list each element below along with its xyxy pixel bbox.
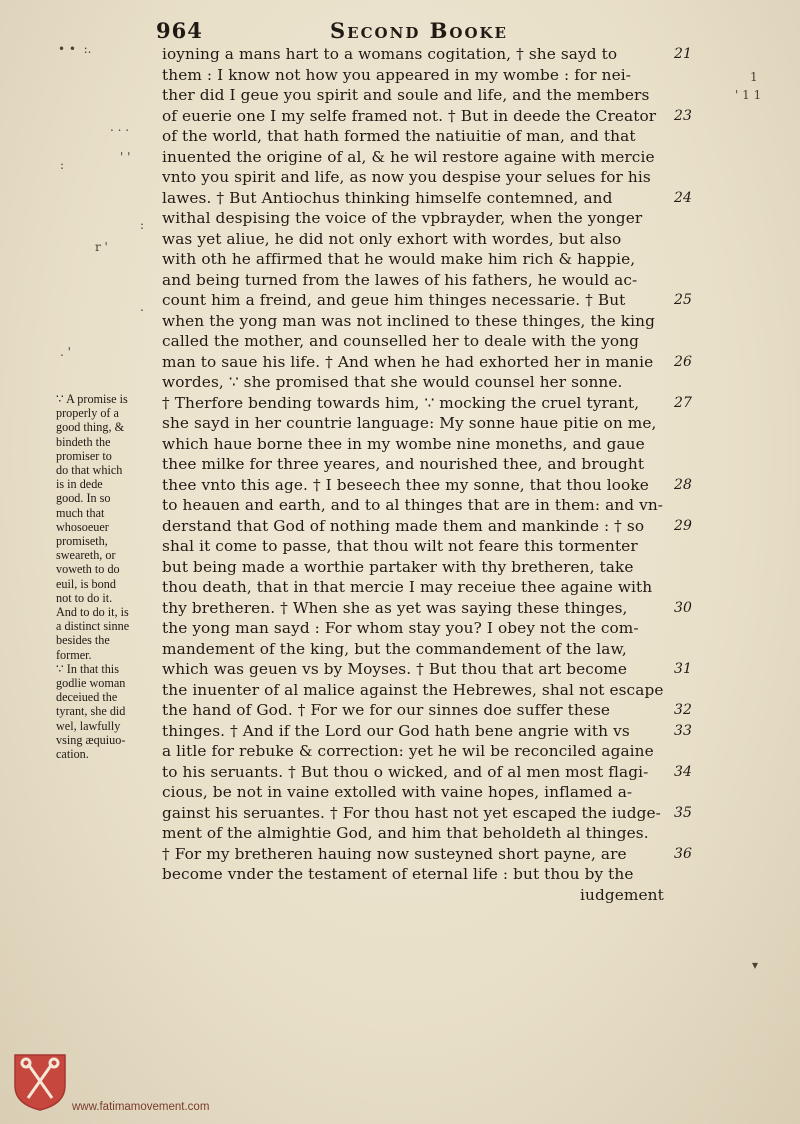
margin-note-line: sweareth, or <box>56 548 116 563</box>
line-text: of the world, that hath formed the natiuitie of man, and that <box>162 127 636 145</box>
margin-note-line: euil, is bond <box>56 576 116 591</box>
margin-note-line: whosoeuer <box>56 519 109 534</box>
line-text: wordes, ∵ she promised that she would counsel her sonne. <box>162 373 623 391</box>
line-text: of euerie one I my selfe framed not. † But in deede the Creator <box>162 106 657 125</box>
margin-note-line: besides the <box>56 633 110 648</box>
text-line <box>162 475 693 496</box>
text-line <box>162 762 693 783</box>
main-text <box>162 44 693 905</box>
line-text: thy bretheren. † When she as yet was saying these thinges, <box>162 598 628 617</box>
running-head: Second Booke <box>330 18 508 43</box>
line-text: to his seruants. † But thou o wicked, and of al men most flagi- <box>162 762 649 781</box>
line-text: when the yong man was not inclined to these thinges, the king <box>162 311 655 330</box>
line-text: man to saue his life. † And when he had exhorted her in manie <box>162 352 654 371</box>
text-line <box>162 782 682 803</box>
text-line <box>162 516 693 537</box>
papal-seal-icon <box>12 1052 68 1112</box>
text-line <box>162 639 682 660</box>
margin-note-line: former. <box>56 647 92 662</box>
verse-number: 35 <box>674 804 693 821</box>
text-line <box>162 721 693 742</box>
margin-note-line: not to do it. <box>56 590 113 605</box>
verse-number: 36 <box>674 845 693 862</box>
line-text: inuented the origine of al, & he wil restore againe with mercie <box>162 147 655 166</box>
verse-number: 30 <box>674 599 693 616</box>
text-line <box>162 331 682 352</box>
line-text: count him a freind, and geue him thinges necessarie. † But <box>162 291 626 309</box>
text-line <box>162 126 682 147</box>
margin-note-line: a distinct sinne <box>56 619 130 634</box>
text-line <box>162 106 693 127</box>
margin-note-line: wel, lawfully <box>56 718 121 733</box>
text-line <box>162 454 682 475</box>
line-text: which haue borne thee in my wombe nine moneths, and gaue <box>162 434 645 453</box>
text-line <box>162 85 682 106</box>
line-text: but being made a worthie partaker with thy bretheren, take <box>162 557 634 576</box>
verse-number: 25 <box>674 292 693 308</box>
text-line <box>162 598 693 619</box>
line-text: called the mother, and counselled her to deale with the yong <box>162 332 640 350</box>
text-line <box>162 741 682 762</box>
margin-note <box>56 392 160 761</box>
footer-url[interactable]: www.fatimamovement.com <box>72 1101 210 1113</box>
text-line <box>162 659 693 680</box>
margin-note-line: good. In so <box>56 491 111 506</box>
line-text: mandement of the king, but the commandement of the law, <box>162 639 627 658</box>
margin-note-line: much that <box>56 505 105 520</box>
margin-note-line: properly of a <box>56 406 119 421</box>
line-text: thinges. † And if the Lord our God hath bene angrie with vs <box>162 721 630 740</box>
line-text: was yet aliue, he did not only exhort with wordes, but also <box>162 229 622 248</box>
margin-note-line: And to do it, is <box>56 605 129 620</box>
line-text: gainst his seruantes. † For thou hast not yet escaped the iudge- <box>162 803 661 822</box>
line-text: † For my bretheren hauing now susteyned short payne, are <box>162 844 627 863</box>
line-text: the hand of God. † For we for our sinnes doe suffer these <box>162 701 611 719</box>
verse-number: 31 <box>674 661 693 677</box>
text-line <box>162 557 682 578</box>
text-line <box>162 147 682 168</box>
margin-note-line: ∵ A promise is <box>56 392 128 406</box>
margin-note-line: ∵ In that this <box>56 661 119 676</box>
text-line <box>162 680 682 701</box>
text-line <box>162 290 693 311</box>
line-text: † Therfore bending towards him, ∵ mocking the cruel tyrant, <box>162 393 640 412</box>
text-line <box>162 208 682 229</box>
text-line <box>162 536 682 557</box>
text-line <box>162 188 693 209</box>
text-line <box>162 864 682 885</box>
line-text: withal despising the voice of the vpbrayder, when the yonger <box>162 209 643 227</box>
text-line <box>162 229 682 250</box>
margin-note-line: voweth to do <box>56 562 120 577</box>
margin-note-line: deceiued the <box>56 690 118 705</box>
text-line <box>162 885 682 906</box>
margin-note-line: tyrant, she did <box>56 704 126 719</box>
text-line <box>162 44 693 65</box>
page-number: 964 <box>156 18 203 43</box>
line-text: which was geuen vs by Moyses. † But thou that art become <box>162 660 628 678</box>
line-text: vnto you spirit and life, as now you despise your selues for his <box>162 168 651 186</box>
line-text: ioyning a mans hart to a womans cogitation, † she sayd to <box>162 45 618 63</box>
margin-note-line: promiseth, <box>56 534 108 549</box>
verse-number: 28 <box>674 476 693 493</box>
line-text: thee vnto this age. † I beseech thee my sonne, that thou looke <box>162 475 649 494</box>
line-text: derstand that God of nothing made them and mankinde : † so <box>162 516 645 535</box>
line-text: with oth he affirmed that he would make him rich & happie, <box>162 250 636 268</box>
text-line <box>162 65 682 86</box>
margin-note-line: is in dede <box>56 477 103 492</box>
text-line <box>162 413 682 434</box>
text-line <box>162 495 682 516</box>
margin-note-line: vsing æquiuo- <box>56 732 126 747</box>
line-text: them : I know not how you appeared in my wombe : for nei- <box>162 65 632 84</box>
line-text: and being turned from the lawes of his fathers, he would ac- <box>162 270 638 289</box>
text-line <box>162 577 682 598</box>
text-line <box>162 803 693 824</box>
text-line <box>162 434 682 455</box>
text-line <box>162 372 682 393</box>
line-text: lawes. † But Antiochus thinking himselfe contemned, and <box>162 188 613 207</box>
text-line <box>162 352 693 373</box>
text-line <box>162 393 693 414</box>
text-line <box>162 700 693 721</box>
margin-note-line: promiser to <box>56 448 112 463</box>
verse-number: 26 <box>674 353 693 370</box>
line-text: ther did I geue you spirit and soule and life, and the members <box>162 86 650 104</box>
text-line <box>162 249 682 270</box>
verse-number: 33 <box>674 722 693 739</box>
line-text: a litle for rebuke & correction: yet he wil be reconciled againe <box>162 742 654 760</box>
line-text: the inuenter of al malice against the Hebrewes, shal not escape <box>162 680 664 699</box>
text-line <box>162 823 682 844</box>
line-text: ment of the almightie God, and him that beholdeth al thinges. <box>162 824 649 842</box>
verse-number: 23 <box>674 107 693 124</box>
verse-number: 24 <box>674 189 693 206</box>
line-text: she sayd in her countrie language: My sonne haue pitie on me, <box>162 414 657 432</box>
line-text: to heauen and earth, and to al thinges that are in them: and vn- <box>162 496 664 514</box>
line-text: cious, be not in vaine extolled with vaine hopes, inflamed a- <box>162 783 633 801</box>
verse-number: 34 <box>674 763 693 780</box>
margin-note-line: cation. <box>56 747 89 762</box>
page-header <box>0 14 800 44</box>
line-text: the yong man sayd : For whom stay you? I obey not the com- <box>162 619 639 637</box>
verse-number: 27 <box>674 394 693 411</box>
text-line <box>162 167 682 188</box>
margin-note-line: do that which <box>56 463 123 478</box>
text-line <box>162 618 682 639</box>
line-text: become vnder the testament of eternal life : but thou by the <box>162 865 634 883</box>
verse-number: 21 <box>674 46 693 62</box>
text-line <box>162 311 682 332</box>
line-text: thou death, that in that mercie I may receiue thee againe with <box>162 578 653 596</box>
text-line <box>162 844 693 865</box>
margin-note-line: godlie woman <box>56 676 126 691</box>
line-text: iudgement <box>580 885 664 904</box>
margin-note-line: good thing, & <box>56 420 125 435</box>
line-text: shal it come to passe, that thou wilt not feare this tormenter <box>162 537 638 555</box>
verse-number: 32 <box>674 702 693 718</box>
text-line <box>162 270 682 291</box>
verse-number: 29 <box>674 517 693 534</box>
page: 964 Second Booke ioyning a mans hart to a womans cogitation, † she sayd to 21 them : I know not how you appeared in my wombe : for nei- ther did I geue you spirit and soule and life, and the members of euerie one I my selfe framed not. † But in deede the Creator 23 of the world, that hath formed the natiuitie of man, and that inuented the origine of al, & he wil restore againe with mercie vnto you spirit and life, as now you despise your selues for his lawes. † But Antiochus thinking himselfe contemned, and 24 withal despising the voice of the vpbrayder, when the yonger was yet aliue, he did not only exhort with wordes, but also with oth he affirmed that he would make him rich & happie, and being turned from the lawes of his fathers, he would ac- count him a freind, and geue him thinges necessarie. † But 25 when the yong man was not inclined to these thinges, the king called the mother, and counselled her to deale with the yong man to saue his life. † And when he had exhorted her in manie 26 wordes, ∵ she promised that she would counsel her sonne. † Therfore bending towards him, ∵ mocking the cruel tyrant, 27 she sayd in her countrie language: My sonne haue pitie on me, which haue borne thee in my wombe nine moneths, and gaue thee milke for three yeares, and nourished thee, and brought thee vnto this age. † I beseech thee my sonne, that thou looke 28 to heauen and earth, and to al thinges that are in them: and vn- derstand that God of nothing made them and mankinde : † so 29 shal it come to passe, that thou wilt not feare this tormenter but being made a worthie partaker with thy bretheren, take thou death, that in that mercie I may receiue thee againe with thy bretheren. † When she as yet was saying these thinges, 30 the yong man sayd : For whom stay you? I obey not the com- mandement of the king, but the commandement of the law, which was geuen vs by Moyses. † But thou that art become 31 the inuenter of al malice against the Hebrewes, shal not escape the hand of God. † For we for our sinnes doe suffer these 32 thinges. † And if the Lord our God hath bene angrie with vs 33 a litle for rebuke & correction: yet he wil be reconciled againe to his seruants. † But thou o wicked, and of al men most flagi- 34 cious, be not in vaine extolled with vaine hopes, inflamed a- gainst his seruantes. † For thou hast not yet escaped the iudge- 35 ment of the almightie God, and him that beholdeth al thinges. † For my bretheren hauing now susteyned short payne, are 36 become vnder the testament of eternal life : but thou by the iudgement ∵ A promise is properly of a good thing, & bindeth the promiser to do that which is in dede good. In so much that whosoeuer promiseth, sweareth, or voweth to do euil, is bond not to do it. And to do it, is a distinct sinne besides the former. ∵ In that this godlie woman deceiued the tyrant, she did wel, lawfully vsing æquiuo- cation. • • :. . . . : ' ' : r ' . . ' 1 ' 1 1 ▾ www.fatimamovement.com <box>0 0 800 1124</box>
margin-note-line: bindeth the <box>56 434 111 449</box>
line-text: thee milke for three yeares, and nourished thee, and brought <box>162 455 645 473</box>
